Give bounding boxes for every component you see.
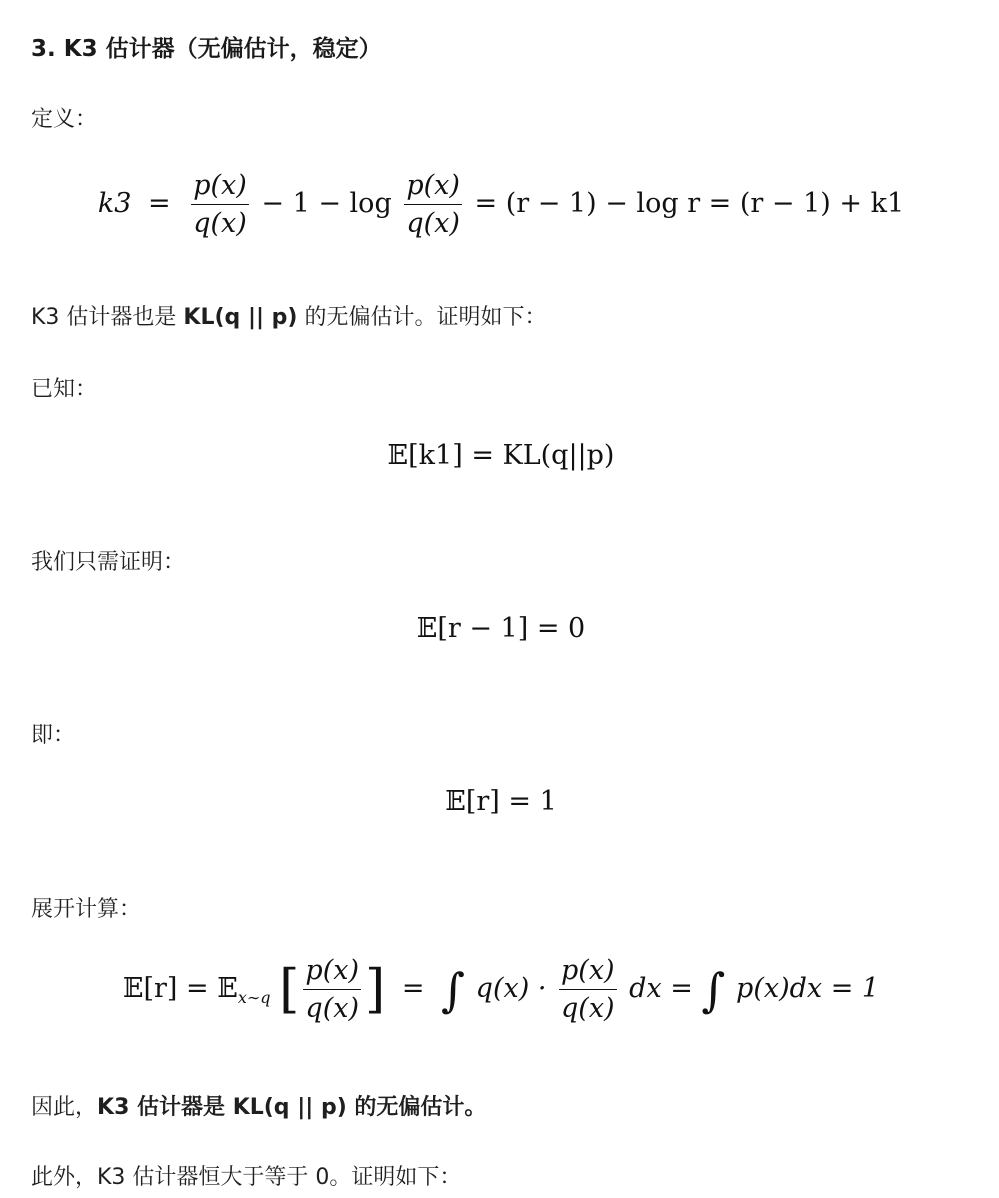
label-expand: 展开计算：: [31, 897, 142, 922]
unbiased-prefix: K3 估计器也是: [31, 305, 184, 330]
fraction-denominator: q(x): [406, 208, 460, 239]
integral-sign-2: ∫: [701, 962, 726, 1017]
label-definition: 定义：: [31, 107, 98, 132]
label-only-need-prove: 我们只需证明：: [31, 550, 186, 575]
paragraph-unbiased: [31, 300, 546, 331]
paragraph-therefore: [31, 1090, 486, 1121]
therefore-prefix: 因此，: [31, 1095, 98, 1120]
unbiased-suffix: 的无偏估计。证明如下：: [297, 305, 547, 330]
dx-equals: dx =: [629, 973, 693, 1004]
unbiased-bold: KL(q || p): [183, 305, 298, 330]
minus-one-log: − 1 − log: [261, 188, 392, 219]
expand-tail: p(x)dx = 1: [736, 973, 880, 1004]
formula-expect-r: 𝔼[r] = 1: [445, 786, 557, 817]
fraction-ratio-2: $\frac{p(x)}{q(x)}$: [561, 955, 615, 1024]
formula-k3-definition: [31, 170, 971, 239]
fraction-ratio: $\frac{p(x)}{q(x)}$: [305, 955, 359, 1024]
k3-lhs: k3: [97, 188, 132, 219]
fraction-p-over-q-log: [404, 170, 462, 239]
section-heading: 3. K3 估计器（无偏估计，稳定）: [31, 36, 382, 62]
expectation-subscripted: 𝔼$_{x\sim q}$: [217, 973, 271, 1007]
fraction-denominator: q(x): [193, 208, 247, 239]
fraction-p-over-q: [191, 170, 249, 239]
label-i-e: 即：: [31, 723, 76, 748]
q-x-times: q(x) ·: [475, 973, 547, 1004]
paragraph-moreover: 此外，K3 估计器恒大于等于 0。证明如下：: [31, 1165, 462, 1190]
equals-sign: =: [401, 973, 425, 1004]
expand-lhs: 𝔼[r] =: [122, 973, 209, 1004]
formula-expect-r-minus-1: 𝔼[r − 1] = 0: [416, 613, 586, 644]
expectation-subscript: x∼q: [237, 988, 271, 1007]
label-known: 已知：: [31, 377, 98, 402]
therefore-bold: K3 估计器是 KL(q || p) 的无偏估计。: [97, 1095, 487, 1120]
fraction-numerator: p(x): [404, 170, 462, 205]
equals-sign: =: [147, 188, 171, 219]
fraction-numerator: p(x): [191, 170, 249, 205]
formula-expansion: [31, 955, 971, 1024]
left-bracket: [: [279, 959, 300, 1020]
right-bracket: ]: [364, 959, 386, 1020]
integral-sign: ∫: [441, 962, 466, 1017]
formula-expect-k1: 𝔼[k1] = KL(q||p): [387, 440, 615, 471]
k3-rhs-chain: = (r − 1) − log r = (r − 1) + k1: [474, 188, 905, 219]
